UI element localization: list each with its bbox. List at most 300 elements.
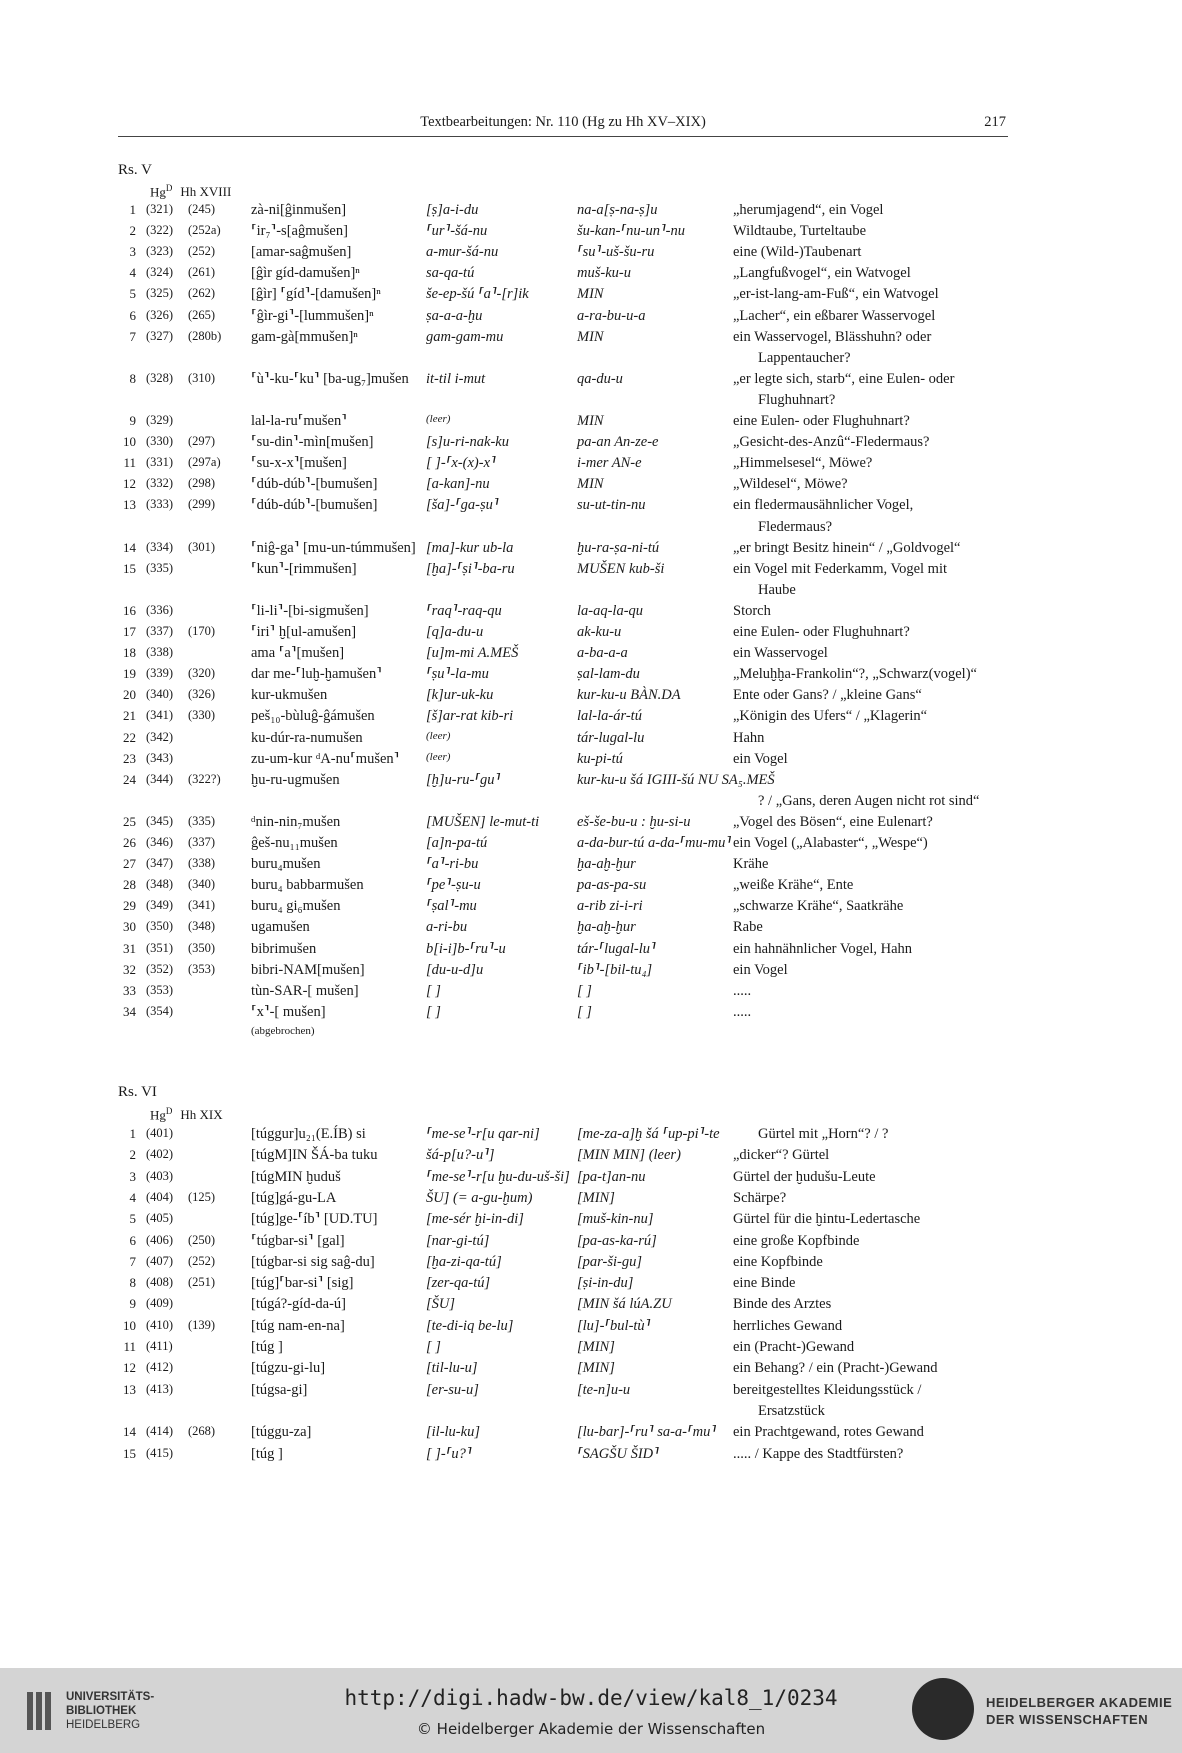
cell-a: (340) [146,687,174,702]
cell-ak: (leer) [426,729,451,742]
cell-s: [túggur]u₂₁(E.ÍB) si [251,1126,366,1142]
cell-b: (338) [188,856,216,871]
cell-a: (415) [146,1445,174,1460]
cell-b: (251) [188,1275,216,1290]
cell-s: ku-dúr-ra-numušen [251,729,363,746]
cell-s: ⸢dúb-dúb⸣-[bumušen] [251,476,378,493]
cell-tr: ein Behang? / ein (Pracht-)Gewand [733,1360,938,1377]
cell-a: (338) [146,645,174,660]
cell-tr: Gürtel der ḫudušu-Leute [733,1168,876,1185]
cell-s: bibri-NAM[mušen] [251,961,365,978]
cell-n: 8 [129,370,136,386]
cell-ak: ⸢ṣal⸣-mu [426,898,477,915]
cell-n: 17 [123,624,136,639]
cell-sy: tár-⸢lugal-lu⸣ [577,940,656,957]
cell-tr: Ente oder Gans? / „kleine Gans“ [733,687,922,704]
cell-ak: [ ] [426,1339,441,1355]
cell-s: ugamušen [251,919,310,936]
cell-b: (310) [188,370,216,385]
copyright-notice: © Heidelberger Akademie der Wissenschaften [416,1720,766,1738]
edition-line [118,1296,1018,1317]
cell-b: (298) [188,476,216,491]
cell-tr: herrliches Gewand [733,1317,843,1334]
column-header-hg: Hg [150,1107,166,1123]
cell-tr2: Haube [758,581,796,598]
cell-s: [túgbar-si sig saĝ-du] [251,1253,375,1270]
edition-line [118,392,1018,413]
cell-n: 9 [129,413,136,428]
cell-b: (322?) [188,771,221,786]
edition-line [118,371,1018,392]
cell-tr: „Wildesel“, Möwe? [733,476,848,493]
edition-line [118,1190,1018,1211]
cell-a: (409) [146,1296,174,1311]
cell-sy: [ ] [577,1003,592,1020]
cell-tr: „schwarze Krähe“, Saatkrähe [733,898,904,915]
cell-s: [túg nam-en-na] [251,1317,345,1334]
edition-line [118,582,1018,603]
running-head [118,112,1008,137]
cell-n: 3 [129,244,136,260]
cell-a: (410) [146,1317,174,1332]
cell-tr: ein Prachtgewand, rotes Gewand [733,1424,924,1441]
cell-a: (333) [146,497,174,512]
cell-n: 27 [123,856,136,872]
cell-s: [túgsa-gi] [251,1381,308,1398]
cell-a: (348) [146,877,174,892]
cell-ak: it-til i-mut [426,370,486,387]
cell-s: [ĝìr gíd-damušen]ⁿ [251,265,360,282]
cell-n: 18 [123,645,136,661]
cell-s: ⸢niĝ-ga⸣ [mu-un-túmmušen] [251,539,416,556]
edition-line [118,666,1018,687]
cell-tr: „Gesicht-des-Anzû“-Fledermaus? [733,434,930,451]
edition-line [118,1318,1018,1339]
cell-ak: [MUŠEN] le-mut-ti [426,813,540,830]
edition-line [118,687,1018,708]
edition-line [118,455,1018,476]
cell-ak: ⸢me-se⸣-r[u ḫu-du-uš-ši] [426,1168,570,1185]
cell-a: (404) [146,1189,174,1204]
edition-line [118,1025,1018,1046]
cell-s: ⸢x⸣-[ mušen] [251,1003,326,1020]
cell-sy: [MIN] [577,1360,615,1377]
cell-ak: [ ] [426,982,441,999]
cell-s: [túg ] [251,1445,283,1462]
cell-ak: [nar-gi-tú] [426,1232,490,1249]
edition-line [118,708,1018,729]
cell-sy: [te-n]u-u [577,1381,631,1398]
cell-ak: [u]m-mi A.MEŠ [426,645,519,662]
edition-line [118,1275,1018,1296]
cell-tr: eine (Wild-)Taubenart [733,244,862,261]
cell-sy: kur-ku-u BÀN.DA [577,687,681,704]
cell-b: (268) [188,1424,216,1439]
cell-s: [túggu-za] [251,1424,312,1441]
cell-sy: [muš-kin-nu] [577,1211,654,1228]
cell-tr: „Vogel des Bösen“, eine Eulenart? [733,813,933,830]
cell-s: lal-la-ru⸢mušen⸣ [251,413,347,429]
cell-tr: ein Wasservogel, Blässhuhn? oder [733,328,932,345]
cell-a: (336) [146,602,174,617]
cell-s: [túgá?-gíd-da-ú] [251,1296,347,1313]
cell-tr: ein hahnähnlicher Vogel, Hahn [733,940,913,957]
cell-tr: „Lacher“, ein eßbarer Wasservogel [733,307,936,324]
cell-tr: ein Vogel [733,750,788,767]
edition-line [118,497,1018,518]
edition-line [118,856,1018,877]
cell-sy: MIN [577,328,604,345]
cell-tr: eine Kopfbinde [733,1253,823,1270]
edition-line [118,603,1018,624]
cell-a: (349) [146,898,174,913]
cell-ak: b[i-i]b-⸢ru⸣-u [426,940,506,957]
cell-sy: [ ] [577,982,592,999]
edition-line [118,434,1018,455]
cell-sy: a-ba-a-a [577,645,628,662]
cell-n: 25 [123,813,136,829]
cell-ak: [s]u-ri-nak-ku [426,434,509,451]
cell-n: 10 [123,434,136,450]
cell-a: (407) [146,1253,174,1268]
cell-tr2: Lappentaucher? [758,349,851,366]
cell-tr: „er legte sich, starb“, eine Eulen- oder [733,370,955,387]
permalink-url[interactable]: http://digi.hadw-bw.de/view/kal8_1/0234 [344,1686,838,1710]
cell-ak: [ḫa-zi-qa-tú] [426,1253,502,1270]
cell-s: ĝeš-nu₁₁mušen [251,835,338,851]
academy-seal-icon [912,1678,974,1740]
cell-sy: [me-za-a]ḫ šá ⸢up-pi⸣-te [577,1126,720,1142]
cell-sy: la-aq-la-qu [577,602,644,619]
cell-tr: ..... / Kappe des Stadtfürsten? [733,1445,904,1462]
cell-a: (337) [146,624,174,638]
cell-tr: Wildtaube, Turteltaube [733,223,867,240]
cell-a: (323) [146,244,174,259]
cell-sy: na-a[ṣ-na-ṣ]u [577,202,658,218]
cell-b: (330) [188,708,216,723]
cell-s: ḫu-ru-ugmušen [251,771,340,788]
cell-a: (353) [146,982,174,997]
cell-n: 12 [123,1360,136,1376]
cell-b: (139) [188,1317,216,1332]
cell-sy: MIN [577,286,604,303]
edition-line [118,751,1018,772]
cell-ak: [du-u-d]u [426,961,484,978]
cell-a: (329) [146,413,174,427]
cell-sy: pa-as-pa-su [577,877,647,894]
cell-a: (408) [146,1275,174,1290]
cell-sy: [MIN] [577,1189,615,1206]
cell-tr2: ? / „Gans, deren Augen nicht rot sind“ [758,792,980,809]
cell-s: ⸢kun⸣-[rimmušen] [251,560,357,577]
cell-tr: Krähe [733,856,769,873]
section-title: Rs. VI [118,1084,157,1100]
cell-a: (345) [146,813,174,828]
cell-tr: eine große Kopfbinde [733,1232,860,1249]
cell-ak: [ma]-kur ub-la [426,539,514,556]
running-head-title: Textbearbeitungen: Nr. 110 (Hg zu Hh XV–XIX) [420,114,706,130]
edition-line [118,645,1018,666]
cell-a: (341) [146,708,174,723]
cell-sy: [lu]-⸢bul-tù⸣ [577,1317,651,1334]
cell-tr: ein Vogel mit Federkamm, Vogel mit [733,560,948,577]
cell-b: (301) [188,539,216,554]
cell-s: bibrimušen [251,940,317,957]
cell-b: (337) [188,835,216,849]
cell-b: (326) [188,687,216,702]
edition-line [118,476,1018,497]
cell-tr: ein Vogel [733,961,788,978]
cell-n: 30 [123,919,136,935]
column-headers [150,183,231,200]
cell-n: 33 [123,982,136,998]
cell-n: 12 [123,476,136,492]
cell-n: 11 [123,455,136,471]
cell-a: (326) [146,307,174,322]
cell-n: 23 [123,750,136,766]
edition-line [118,624,1018,645]
cell-n: 15 [123,1445,136,1461]
cell-n: 28 [123,877,136,893]
cell-a: (331) [146,455,174,470]
cell-b: (299) [188,497,216,512]
cell-n: 3 [129,1168,136,1184]
edition-line [118,1403,1018,1424]
cell-n: 15 [123,560,136,576]
cell-b: (320) [188,666,216,681]
cell-s: gam-gà[mmušen]ⁿ [251,328,358,345]
edition-line [118,1126,1018,1147]
cell-ak: [q]a-du-u [426,624,484,640]
cell-sy: su-ut-tin-nu [577,497,646,514]
cell-b: (297) [188,434,216,449]
page-number: 217 [984,114,1006,130]
cell-n: 16 [123,602,136,618]
cell-tr: Hahn [733,729,765,746]
column-header-hh: Hh XIX [180,1107,223,1123]
cell-s: ⸢dúb-dúb⸣-[bumušen] [251,497,378,514]
cell-ak: še-ep-šú ⸢a⸣-[r]ik [426,286,529,303]
column-headers [150,1106,223,1123]
cell-a: (403) [146,1168,174,1183]
cell-s: ⸢iri⸣ ḫ[ul-amušen] [251,624,357,640]
edition-line [118,1147,1018,1168]
cell-b: (341) [188,898,216,913]
cell-sy: ⸢ib⸣-[bil-tu₄] [577,961,653,978]
cell-ak: [il-lu-ku] [426,1424,480,1441]
edition-line [118,983,1018,1004]
cell-tr2: Fledermaus? [758,518,833,535]
edition-line [118,519,1018,540]
cell-ak: [ṣ]a-i-du [426,202,479,218]
cell-tr2: Ersatzstück [758,1402,825,1419]
cell-n: 29 [123,898,136,914]
cell-n: 13 [123,1381,136,1397]
cell-s: ⸢ĝìr-gi⸣-[lummušen]ⁿ [251,307,374,324]
cell-n: 6 [129,307,136,323]
cell-ak: a-ri-bu [426,919,468,936]
cell-ak: [š]ar-rat kib-ri [426,708,514,725]
cell-n: 7 [129,1253,136,1269]
cell-b: (280b) [188,328,222,343]
cell-tr: „Langfußvogel“, ein Watvogel [733,265,911,282]
cell-n: 20 [123,687,136,703]
cell-sy: ak-ku-u [577,624,622,640]
cell-b: (261) [188,265,216,280]
cell-sy: a-rib zi-i-ri [577,898,643,915]
cell-a: (352) [146,961,174,976]
cell-n: 6 [129,1232,136,1248]
cell-n: 1 [129,202,136,217]
edition-line [118,919,1018,940]
cell-sy: [MIN šá lúA.ZU [577,1296,672,1313]
cell-sy: kur-ku-u šá IGIII-šú NU SA₅.MEŠ [577,771,775,788]
cell-n: 4 [129,1189,136,1205]
cell-ak: (leer) [426,750,451,763]
cell-tr: ein fledermausähnlicher Vogel, [733,497,914,514]
cell-n: 34 [123,1003,136,1019]
cell-s: [ĝìr] ⸢gíd⸣-[damušen]ⁿ [251,286,381,303]
cell-n: 8 [129,1275,136,1291]
cell-s: [amar-saĝmušen] [251,244,352,261]
cell-ak: [zer-qa-tú] [426,1275,491,1292]
cell-ak: [ḫa]-⸢ṣi⸣-ba-ru [426,560,515,577]
cell-b: (265) [188,307,216,322]
cell-s: buru₄ gi₆mušen [251,898,341,915]
cell-n: 7 [129,328,136,344]
cell-s: [túg]gá-gu-LA [251,1189,337,1206]
cell-sy: ḫa-aḫ-ḫur [577,919,636,936]
cell-a: (342) [146,729,174,744]
cell-a: (347) [146,856,174,871]
cell-n: 2 [129,1147,136,1163]
cell-a: (322) [146,223,174,238]
cell-ak: ŠU] (= a-gu-ḫum) [426,1189,533,1206]
edition-line [118,1446,1018,1467]
edition-line [118,265,1018,286]
edition-line [118,898,1018,919]
edition-line [118,730,1018,751]
cell-b: (340) [188,877,216,892]
cell-tr2: Flughuhnart? [758,391,836,408]
cell-s: (abgebrochen) [251,1024,315,1037]
cell-sy: ḫu-ra-ṣa-ni-tú [577,539,660,556]
cell-n: 9 [129,1296,136,1312]
academy-name: HEIDELBERGER AKADEMIE DER WISSENSCHAFTEN [986,1695,1173,1727]
cell-tr: Storch [733,602,771,619]
edition-line [118,941,1018,962]
cell-a: (411) [146,1339,173,1353]
edition-line [118,835,1018,856]
cell-a: (412) [146,1360,174,1375]
cell-s: buru₄mušen [251,856,321,873]
cell-tr: ..... [733,1003,752,1020]
cell-a: (324) [146,265,174,280]
cell-s: ⸢su-din⸣-mìn[mušen] [251,434,374,451]
cell-s: [túgMIN ḫuduš [251,1168,341,1185]
cell-ak: ⸢me-se⸣-r[u qar-ni] [426,1126,540,1142]
cell-n: 10 [123,1317,136,1333]
cell-n: 11 [123,1339,136,1354]
cell-sy: ⸢SAGŠU ŠID⸣ [577,1445,659,1462]
cell-tr: „Himmelsesel“, Möwe? [733,455,873,472]
cell-b: (297a) [188,455,221,470]
cell-b: (170) [188,624,216,638]
cell-a: (328) [146,370,174,385]
cell-ak: [til-lu-u] [426,1360,478,1377]
edition-line [118,1424,1018,1445]
cell-b: (350) [188,940,216,955]
cell-tr: eine Eulen- oder Flughuhnart? [733,413,910,429]
column-header-hh: Hh XVIII [180,184,232,200]
cell-a: (321) [146,202,174,216]
edition-line [118,244,1018,265]
cell-n: 14 [123,539,136,555]
cell-a: (335) [146,560,174,575]
cell-tr: Rabe [733,919,763,936]
cell-n: 22 [123,729,136,745]
cell-ak: [k]ur-uk-ku [426,687,494,704]
cell-tr: ein Wasservogel [733,645,828,662]
edition-line [118,350,1018,371]
cell-ak: a-mur-šá-nu [426,244,499,261]
cell-sy: ku-pi-tú [577,750,623,767]
cell-ak: [te-di-iq be-lu] [426,1317,514,1334]
cell-s: ⸢su-x-x⸣[mušen] [251,455,347,472]
cell-n: 4 [129,265,136,281]
cell-s: [túgzu-gi-lu] [251,1360,326,1377]
cell-s: ⸢ù⸣-ku-⸢ku⸣ [ba-ug₇]mušen [251,370,409,387]
cell-tr: „weiße Krähe“, Ente [733,877,854,894]
cell-n: 5 [129,286,136,302]
cell-a: (405) [146,1211,174,1226]
cell-tr: „er-ist-lang-am-Fuß“, ein Watvogel [733,286,939,303]
cell-b: (252a) [188,223,221,238]
cell-a: (332) [146,476,174,491]
cell-sy: [pa-t]an-nu [577,1168,646,1185]
cell-tr: ..... [733,982,752,999]
cell-sy: muš-ku-u [577,265,631,282]
edition-line [118,329,1018,350]
cell-ak: šá-p[u?-u⸣] [426,1147,495,1164]
edition-line [118,413,1018,434]
cell-sy: šu-kan-⸢nu-un⸣-nu [577,223,685,240]
cell-s: [túg ] [251,1339,283,1355]
cell-b: (262) [188,286,216,301]
edition-line [118,1339,1018,1360]
cell-a: (354) [146,1003,174,1018]
cell-sy: MUŠEN kub-ši [577,560,665,577]
cell-a: (351) [146,940,174,955]
cell-sy: [MIN MIN] (leer) [577,1147,681,1164]
cell-n: 5 [129,1211,136,1227]
cell-b: (252) [188,1253,216,1268]
cell-sy: ḫa-aḫ-ḫur [577,856,636,873]
cell-n: 13 [123,497,136,513]
cell-ak: [ ]-⸢x-(x)-x⸣ [426,455,496,472]
edition-line [118,308,1018,329]
edition-line [118,202,1018,223]
cell-a: (334) [146,539,174,554]
cell-sy: lal-la-ár-tú [577,708,642,725]
cell-b: (125) [188,1189,216,1204]
cell-sy: MIN [577,476,604,493]
cell-tr: Binde des Arztes [733,1296,832,1313]
cell-b: (252) [188,244,216,259]
cell-n: 24 [123,771,136,787]
footer-bar [0,1668,1182,1753]
cell-sy: i-mer AN-e [577,455,642,472]
